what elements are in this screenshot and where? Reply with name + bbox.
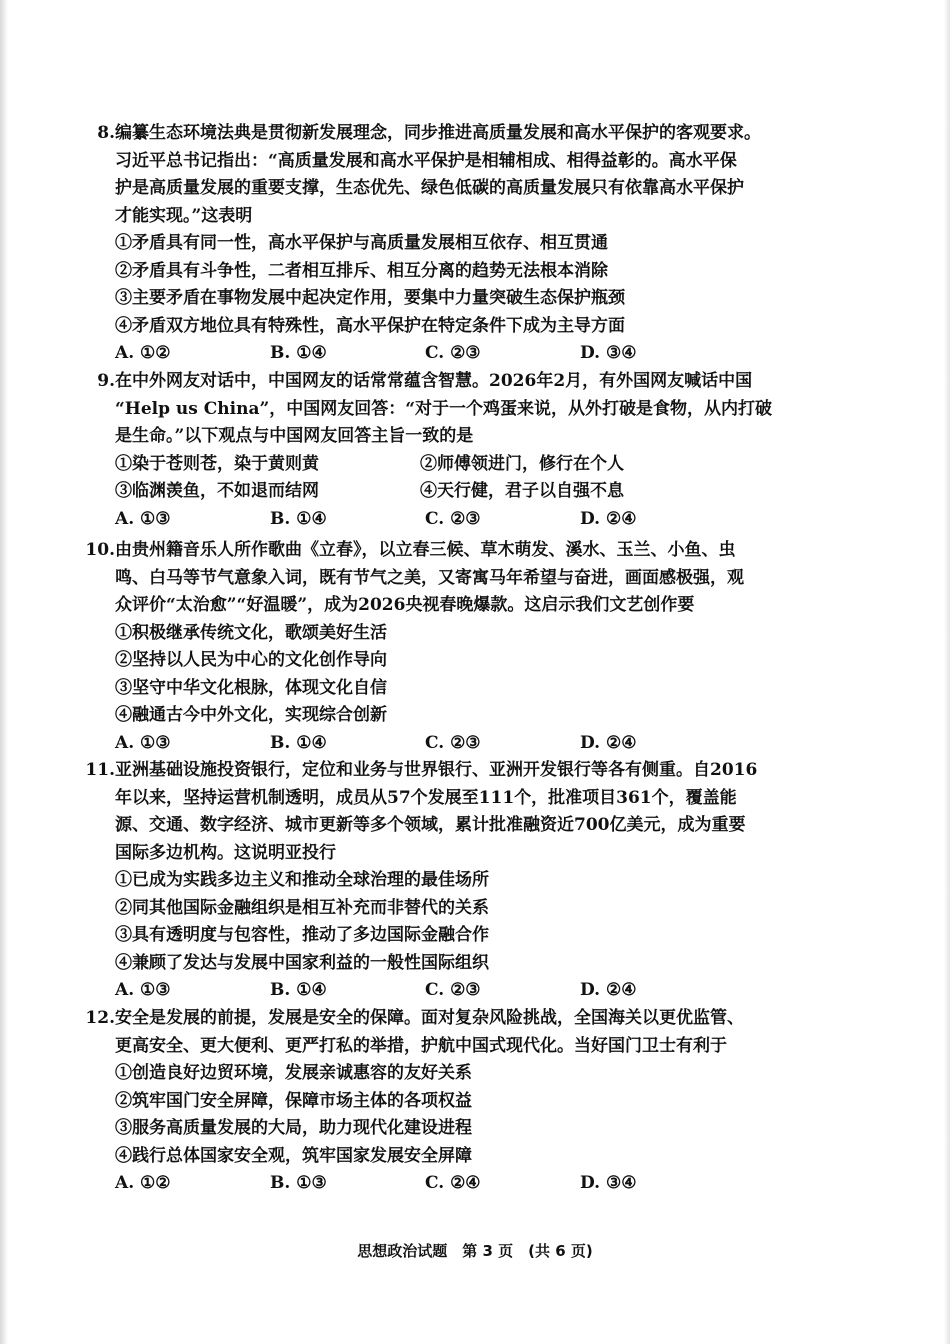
page-footer: 思想政治试题 第 3 页 (共 6 页) — [357, 1242, 593, 1260]
option-3: ③服务高质量发展的大局，助力现代化建设进程 — [115, 1118, 472, 1138]
answer-choices — [77, 1170, 795, 1198]
answer-choices — [77, 506, 795, 534]
question-stem-line: 鸣、白马等节气意象入词，既有节气之美，又寄寓马年希望与奋进，画面感极强，观 — [115, 567, 744, 588]
option-3: ③具有透明度与包容性，推动了多边国际金融合作 — [115, 925, 489, 945]
answer-c: C. ②③ — [425, 980, 481, 1000]
answer-a: A. ①③ — [115, 508, 171, 529]
option-2: ②坚持以人民为中心的文化创作导向 — [115, 650, 387, 670]
option-row — [115, 451, 795, 479]
option-4: ④融通古今中外文化，实现综合创新 — [115, 705, 387, 725]
option-4: ④践行总体国家安全观，筑牢国家发展安全屏障 — [115, 1145, 472, 1166]
question-number: 10. — [85, 540, 115, 560]
answer-b: B. ①④ — [270, 732, 327, 753]
answer-a: A. ①② — [115, 1173, 171, 1193]
question-number: 8. — [97, 123, 115, 143]
question-12 — [85, 1005, 795, 1198]
question-number: 12. — [85, 1008, 115, 1028]
option-2: ②同其他国际金融组织是相互补充而非替代的关系 — [115, 897, 489, 918]
question-stem-line: 亚洲基础设施投资银行，定位和业务与世界银行、亚洲开发银行等各有侧重。自2016 — [115, 760, 758, 780]
question-stem-line: 安全是发展的前提，发展是安全的保障。面对复杂风险挑战，全国海关以更优监管、 — [115, 1008, 744, 1028]
answer-b: B. ①③ — [270, 1173, 327, 1193]
question-number: 11. — [85, 760, 115, 780]
question-number: 9. — [97, 371, 115, 391]
answer-d: D. ②④ — [580, 980, 637, 1000]
answer-b: B. ①④ — [270, 508, 327, 529]
answer-d: D. ③④ — [580, 1173, 637, 1193]
question-stem-line: 习近平总书记指出：“高质量发展和高水平保护是相辅相成、相得益彰的。高水平保 — [115, 150, 737, 171]
question-stem-line: 源、交通、数字经济、城市更新等多个领域，累计批准融资近700亿美元，成为重要 — [115, 815, 746, 835]
answer-d: D. ②④ — [580, 732, 637, 753]
answer-c: C. ②③ — [425, 508, 481, 529]
question-stem-line: 由贵州籍音乐人所作歌曲《立春》，以立春三候、草木萌发、溪水、玉兰、小鱼、虫 — [115, 540, 736, 560]
option-2: ②矛盾具有斗争性，二者相互排斥、相互分离的趋势无法根本消除 — [115, 260, 608, 281]
question-stem-line: 才能实现。”这表明 — [115, 205, 253, 226]
option-1: ①矛盾具有同一性，高水平保护与高质量发展相互依存、相互贯通 — [115, 233, 608, 253]
answer-b: B. ①④ — [270, 343, 327, 363]
option-3: ③主要矛盾在事物发展中起决定作用，要集中力量突破生态保护瓶颈 — [115, 288, 625, 308]
answer-c: C. ②③ — [425, 732, 481, 753]
option-1: ①积极继承传统文化，歌颂美好生活 — [115, 622, 387, 643]
question-8 — [97, 120, 795, 368]
question-stem-line: 更高安全、更大便利、更严打私的举措，护航中国式现代化。当好国门卫士有利于 — [115, 1035, 727, 1056]
question-stem-line: “Help us China”，中国网友回答：“对于一个鸡蛋来说，从外打破是食物，从内打破 — [115, 398, 773, 419]
option-1: ①创造良好边贸环境，发展亲诚惠容的友好关系 — [115, 1063, 472, 1083]
option-2: ②师傅领进门，修行在个人 — [420, 453, 624, 474]
option-2: ②筑牢国门安全屏障，保障市场主体的各项权益 — [115, 1090, 472, 1111]
answer-c: C. ②③ — [425, 343, 481, 363]
answer-b: B. ①④ — [270, 980, 327, 1000]
question-10 — [85, 537, 795, 757]
question-9 — [97, 368, 795, 533]
question-11 — [85, 757, 795, 1005]
answer-d: D. ②④ — [580, 508, 637, 529]
option-1: ①已成为实践多边主义和推动全球治理的最佳场所 — [115, 870, 489, 890]
question-stem-line: 在中外网友对话中，中国网友的话常常蕴含智慧。2026年2月，有外国网友喊话中国 — [115, 371, 753, 391]
option-row — [115, 478, 795, 506]
scan-edge-left — [0, 0, 8, 1344]
option-4: ④兼顾了发达与发展中国家利益的一般性国际组织 — [115, 952, 489, 973]
answer-a: A. ①③ — [115, 732, 171, 753]
question-stem-line: 护是高质量发展的重要支撑，生态优先、绿色低碳的高质量发展只有依靠高水平保护 — [115, 178, 744, 198]
option-4: ④矛盾双方地位具有特殊性，高水平保护在特定条件下成为主导方面 — [115, 315, 625, 336]
answer-c: C. ②④ — [425, 1173, 481, 1193]
question-stem-line: 国际多边机构。这说明亚投行 — [115, 842, 336, 863]
option-3: ③坚守中华文化根脉，体现文化自信 — [115, 677, 387, 698]
question-stem-line: 年以来，坚持运营机制透明，成员从57个发展至111个，批准项目361个，覆盖能 — [115, 787, 737, 808]
answer-a: A. ①② — [115, 343, 171, 363]
option-3: ③临渊羡鱼，不如退而结网 — [115, 481, 319, 501]
question-stem-line: 是生命。”以下观点与中国网友回答主旨一致的是 — [115, 426, 474, 446]
question-stem-line: 编纂生态环境法典是贯彻新发展理念，同步推进高质量发展和高水平保护的客观要求。 — [115, 123, 761, 143]
answer-choices — [77, 730, 795, 758]
answer-a: A. ①③ — [115, 980, 171, 1000]
option-4: ④天行健，君子以自强不息 — [420, 481, 624, 501]
answer-d: D. ③④ — [580, 343, 637, 363]
answer-choices — [77, 977, 795, 1005]
scan-edge-right — [944, 0, 950, 1344]
answer-choices — [77, 340, 795, 368]
question-stem-line: 众评价“太治愈”“好温暖”，成为2026央视春晚爆款。这启示我们文艺创作要 — [115, 595, 695, 615]
option-1: ①染于苍则苍，染于黄则黄 — [115, 453, 319, 474]
